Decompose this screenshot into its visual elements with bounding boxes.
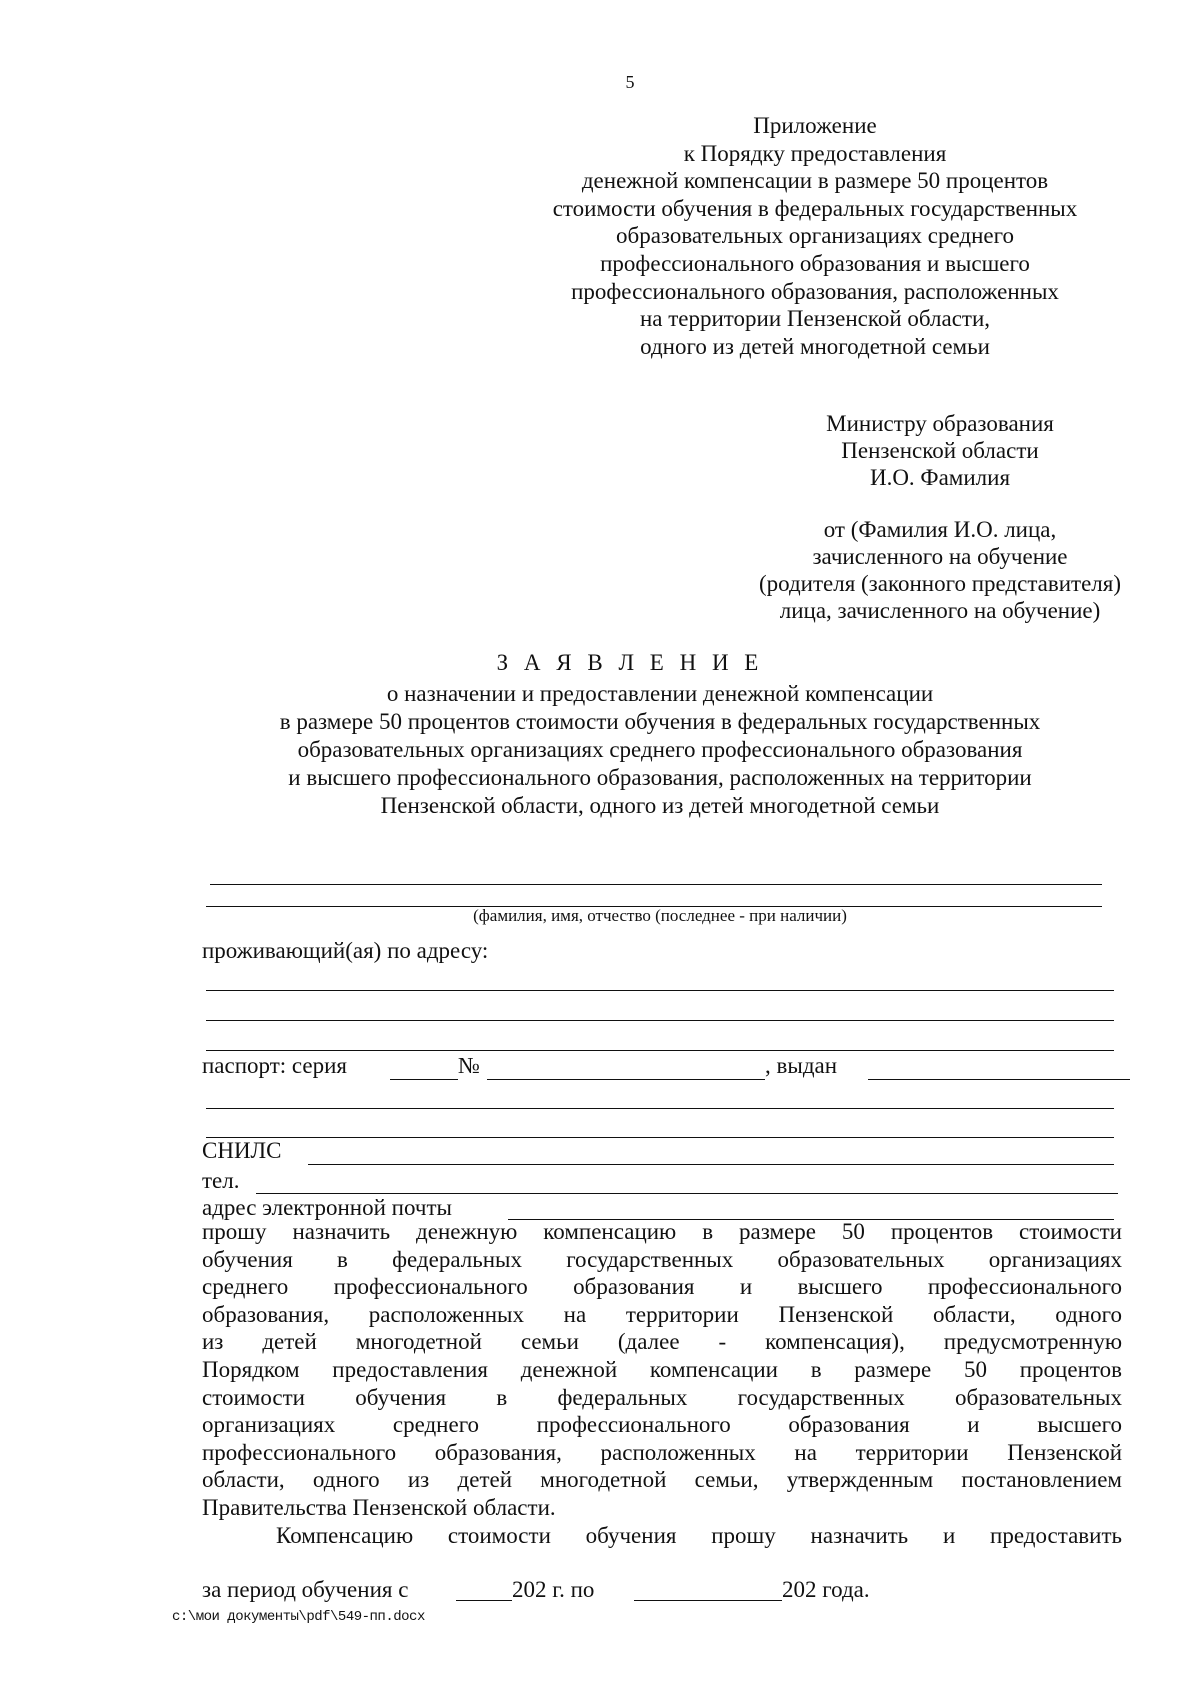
fio-line-1[interactable] <box>210 884 1102 885</box>
subtitle-line: образовательных организациях среднего профессионального образования <box>297 737 1023 762</box>
addressee-block <box>775 410 1105 491</box>
appendix-line: образовательных организациях среднего <box>616 223 1014 249</box>
passport-series-field[interactable] <box>390 1079 458 1080</box>
phone-label: тел. <box>202 1168 240 1193</box>
appendix-line: к Порядку предоставления <box>683 140 947 166</box>
addressee-line: И.О. Фамилия <box>869 465 1011 490</box>
address-line-1[interactable] <box>206 990 1114 991</box>
subtitle-line: в размере 50 процентов стоимости обучения в федеральных государственных <box>279 709 1041 734</box>
paragraph-line: области, одного из детей многодетной семьи, утвержденным постановлением <box>202 1467 1122 1493</box>
file-path-footer: c:\мои документы\pdf\549-пп.docx <box>172 1609 425 1625</box>
addressee-line: Министру образования <box>826 411 1054 436</box>
address-line-2[interactable] <box>206 1020 1114 1021</box>
period-year-start: 202 г. по <box>512 1577 595 1602</box>
passport-number-field[interactable] <box>487 1079 765 1080</box>
fio-caption: (фамилия, имя, отчество (последнее - при наличии) <box>473 906 847 925</box>
passport-line-3[interactable] <box>206 1137 1114 1138</box>
period-line: Компенсацию стоимости обучения прошу назначить и предоставить <box>276 1522 1122 1548</box>
sender-line: (родителя (законного представителя) <box>758 571 1122 596</box>
snils-field[interactable] <box>308 1164 1114 1165</box>
addressee-line: Пензенской области <box>841 438 1039 463</box>
request-paragraph <box>202 1218 1122 1549</box>
document-subtitle <box>180 680 1140 820</box>
passport-issued-field[interactable] <box>868 1079 1130 1080</box>
sender-line: зачисленного на обучение <box>812 544 1068 569</box>
address-line-3[interactable] <box>206 1050 1114 1051</box>
subtitle-line: Пензенской области, одного из детей многодетной семьи <box>380 793 940 818</box>
paragraph-line: обучения в федеральных государственных образовательных организациях <box>202 1246 1122 1272</box>
paragraph-line: среднего профессионального образования и высшего профессионального <box>202 1274 1122 1300</box>
appendix-line: профессионального образования и высшего <box>600 250 1030 276</box>
passport-line-2[interactable] <box>206 1108 1114 1109</box>
document-title: З А Я В Л Е Н И Е <box>496 650 764 675</box>
sender-line: лица, зачисленного на обучение) <box>779 598 1101 623</box>
paragraph-line: профессионального образования, расположенных на территории Пензенской <box>202 1439 1122 1465</box>
period-end-field[interactable] <box>634 1600 782 1601</box>
passport-number-label: № <box>458 1053 480 1078</box>
subtitle-line: о назначении и предоставлении денежной компенсации <box>386 681 934 706</box>
paragraph-line: из детей многодетной семьи (далее - компенсация), предусмотренную <box>202 1329 1122 1355</box>
appendix-header <box>470 112 1160 360</box>
phone-field[interactable] <box>256 1193 1118 1194</box>
period-prefix: за период обучения с <box>202 1577 409 1602</box>
paragraph-line: прошу назначить денежную компенсацию в размере 50 процентов стоимости <box>202 1219 1122 1244</box>
appendix-line: на территории Пензенской области, <box>639 306 991 332</box>
address-label: проживающий(ая) по адресу: <box>202 938 489 963</box>
appendix-line: одного из детей многодетной семьи <box>640 333 990 359</box>
snils-label: СНИЛС <box>202 1138 282 1163</box>
paragraph-line: образования, расположенных на территории Пензенской области, одного <box>202 1301 1122 1327</box>
appendix-line: Приложение <box>753 113 877 138</box>
paragraph-line: стоимости обучения в федеральных государственных образовательных <box>202 1384 1122 1410</box>
sender-line: от (Фамилия И.О. лица, <box>823 517 1057 542</box>
subtitle-line: и высшего профессионального образования, расположенных на территории <box>288 765 1032 790</box>
paragraph-line: Правительства Пензенской области. <box>202 1494 556 1520</box>
sender-block <box>700 516 1180 624</box>
passport-label: паспорт: серия <box>202 1053 348 1078</box>
page-number: 5 <box>625 72 635 92</box>
paragraph-line: организациях среднего профессионального образования и высшего <box>202 1412 1122 1438</box>
period-year-end: 202 года. <box>782 1577 870 1602</box>
passport-issued-label: , выдан <box>765 1053 838 1078</box>
period-start-field[interactable] <box>456 1600 512 1601</box>
email-label: адрес электронной почты <box>202 1195 452 1220</box>
appendix-line: профессионального образования, расположенных <box>571 278 1059 304</box>
appendix-line: денежной компенсации в размере 50 процентов <box>581 168 1049 194</box>
paragraph-line: Порядком предоставления денежной компенсации в размере 50 процентов <box>202 1356 1122 1382</box>
appendix-line: стоимости обучения в федеральных государственных <box>552 195 1078 221</box>
